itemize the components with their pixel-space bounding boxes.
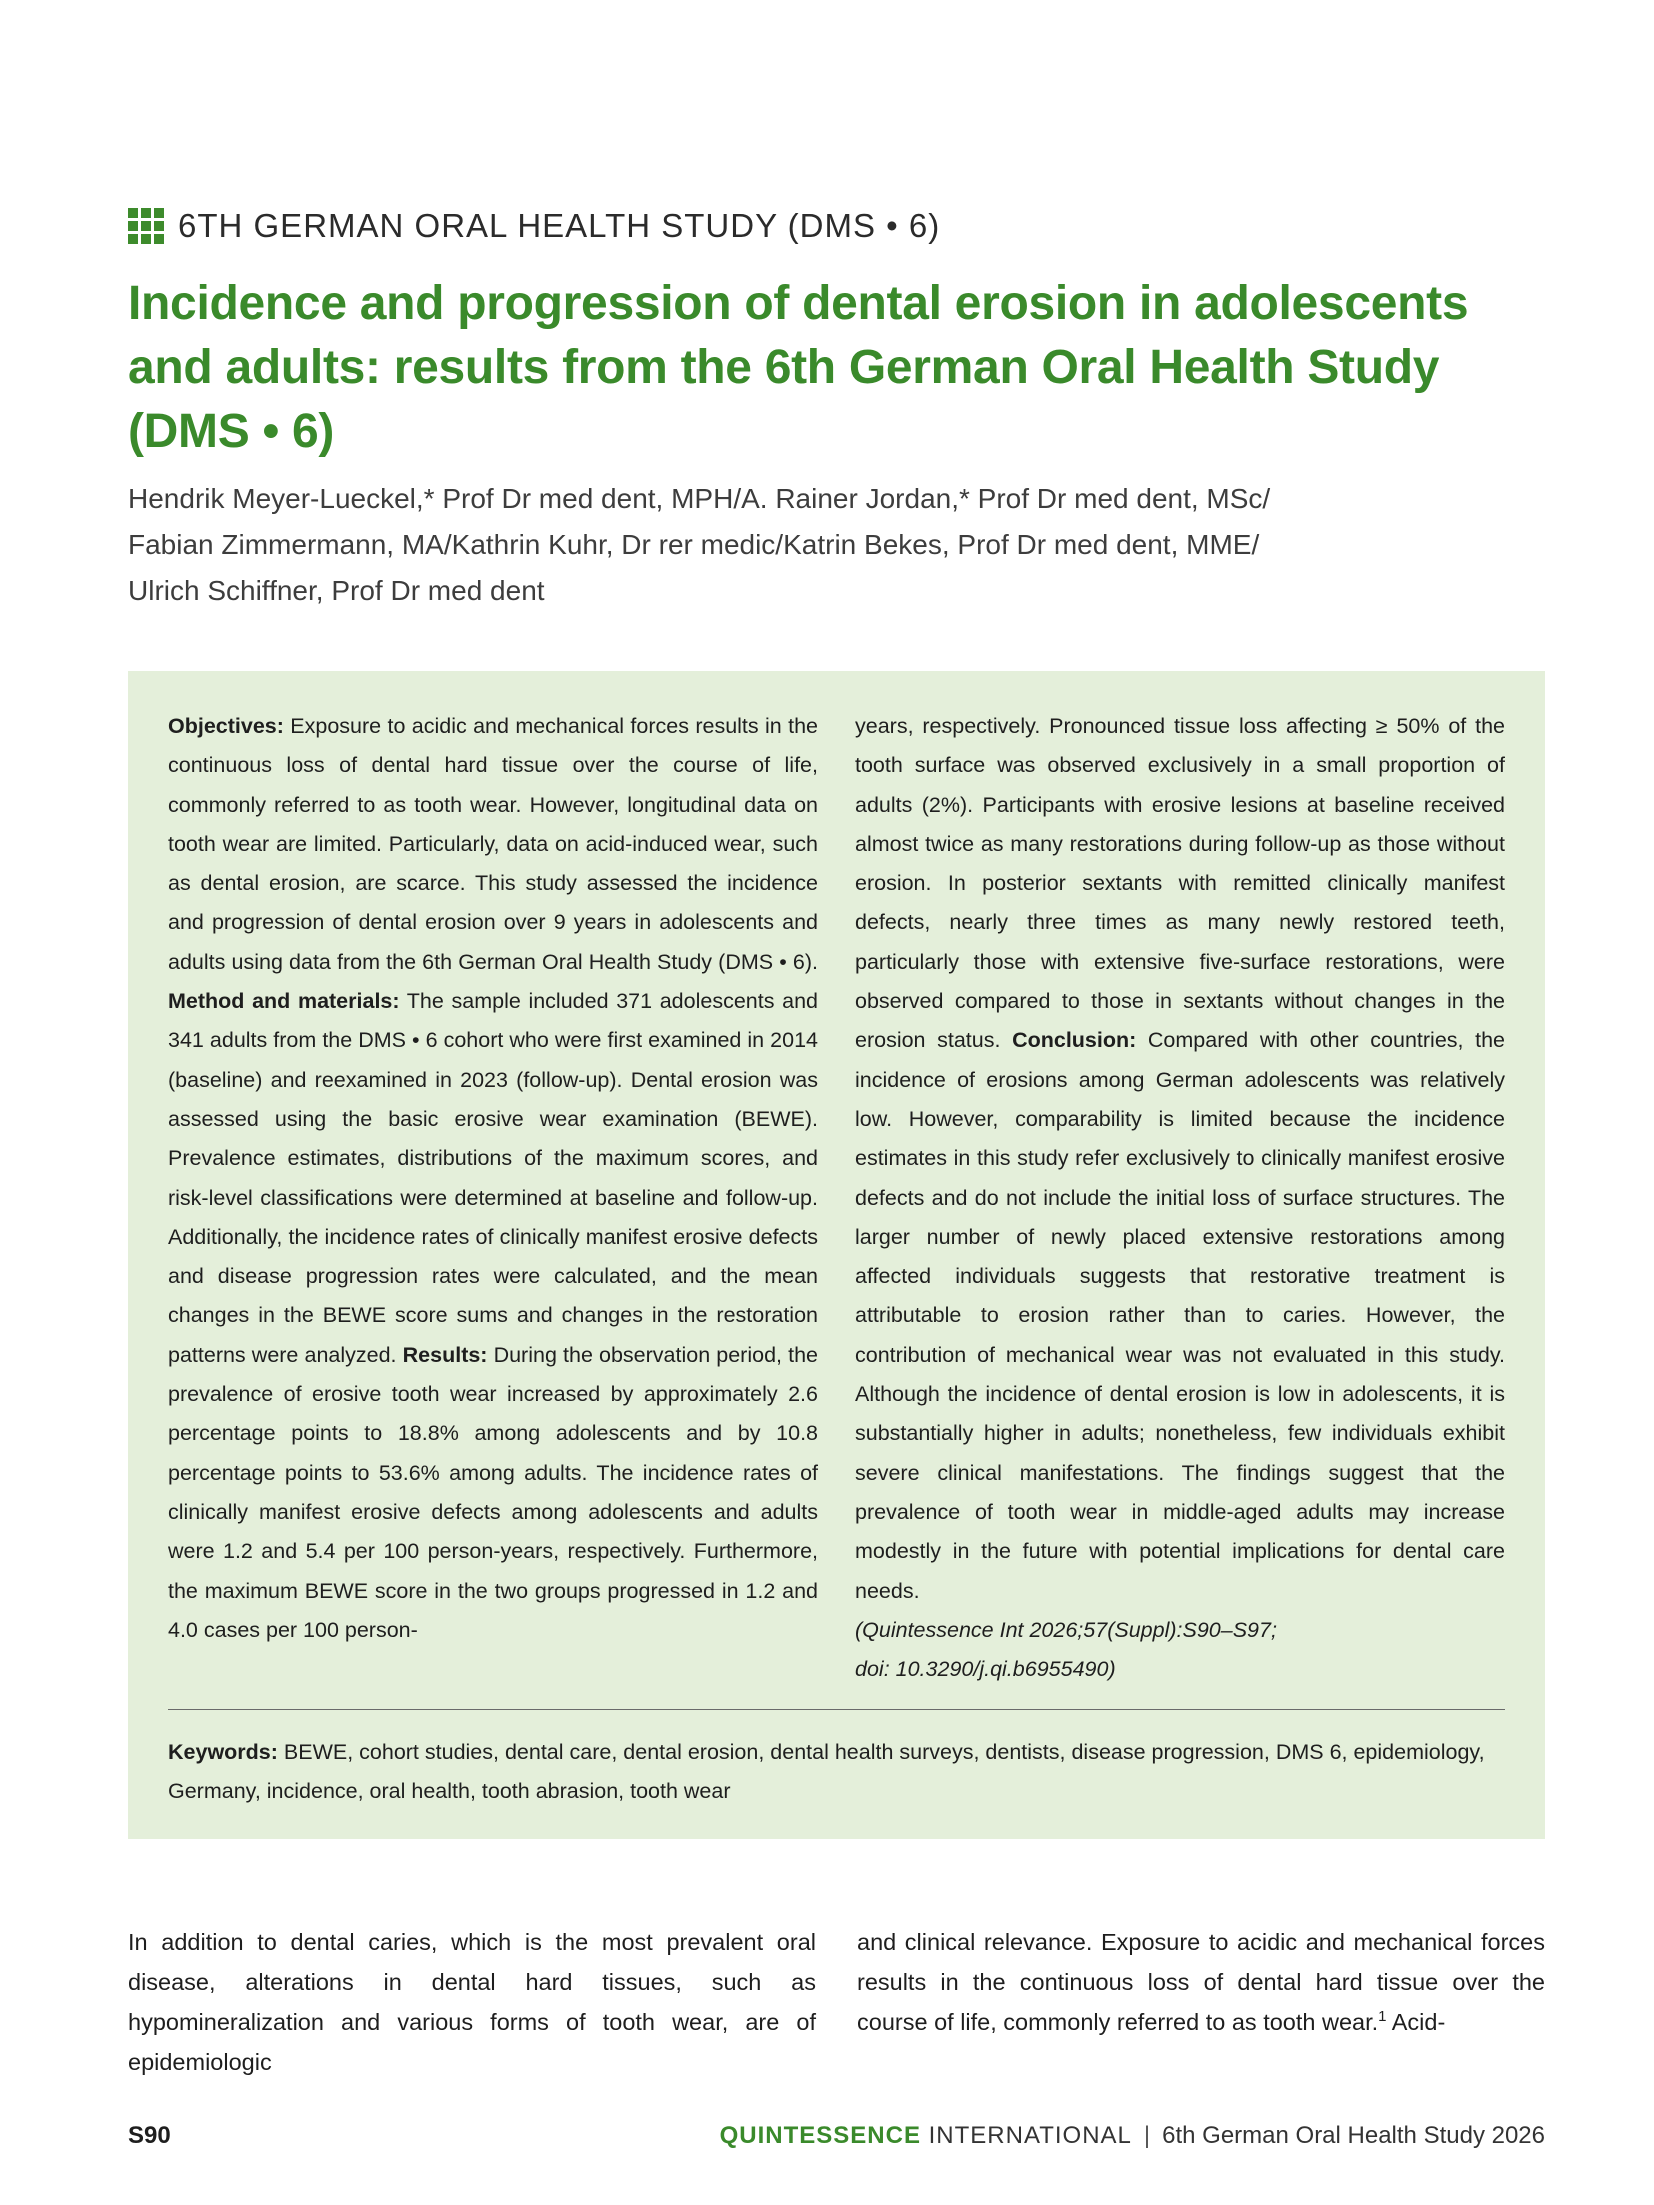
body-text-left: In addition to dental caries, which is the most prevalent oral disease, alterations in dental hard tissues, such as hypomineralization and various forms of tooth wear, are of epidemiologic (128, 1929, 816, 2075)
section-label-text: 6TH GERMAN ORAL HEALTH STUDY (DMS • 6) (178, 207, 941, 244)
body-text-right: and clinical relevance. Exposure to acidic and mechanical forces results in the continuous loss of dental hard tissue over the course of life, commonly referred to as tooth wear. (857, 1929, 1545, 2035)
method-text: The sample included 371 adolescents and 341 adults from the DMS • 6 cohort who were first examined in 2014 (baseline) and reexamined in 2023 (follow-up). Dental erosion was assessed using the basic erosive wear examination (BEWE). Prevalence estimates, distributions of the maximum scores, and risk-level classifications were determined at baseline and follow-up. Additionally, the incidence rates of clinically manifest erosive defects and disease progression rates were calculated, and the mean changes in the BEWE score sums and changes in the restoration patterns were analyzed. (168, 989, 818, 1367)
citation-line-2: doi: 10.3290/j.qi.b6955490) (855, 1657, 1116, 1682)
keywords-text: BEWE, cohort studies, dental care, dental erosion, dental health surveys, dentists, disease progression, DMS 6, epidemiology, Germany, incidence, oral health, tooth abrasion, tooth wear (168, 1740, 1485, 1803)
journal-brand: QUINTESSENCE (719, 2122, 921, 2149)
body-column-right (857, 1922, 1545, 2042)
citation-line-1: (Quintessence Int 2026;57(Suppl):S90–S97; (855, 1617, 1277, 1642)
abstract-column-left (168, 707, 818, 1650)
keywords (168, 1733, 1505, 1811)
reference-superscript[interactable]: 1 (1378, 2008, 1387, 2026)
page-number: S90 (128, 2122, 171, 2149)
abstract-divider (168, 1709, 1505, 1710)
results-text-left: During the observation period, the prevalence of erosive tooth wear increased by approximately 2.6 percentage points to 18.8% among adolescents and by 10.8 percentage points to 53.6% among adults. The incidence rates of clinically manifest erosive defects among adolescents and adults were 1.2 and 5.4 per 100 person-years, respectively. Furthermore, the maximum BEWE score in the two groups progressed in 1.2 and 4.0 cases per 100 person- (168, 1342, 818, 1642)
results-label: Results: (402, 1342, 488, 1367)
conclusion-label: Conclusion: (1012, 1028, 1137, 1053)
abstract-column-right (855, 707, 1505, 1689)
author-line-1: Hendrik Meyer-Lueckel,* Prof Dr med dent, MPH/A. Rainer Jordan,* Prof Dr med dent, MSc/ (128, 483, 1271, 514)
journal-footer (720, 2122, 1545, 2150)
journal-brand-suffix: INTERNATIONAL (920, 2122, 1132, 2149)
method-label: Method and materials: (168, 989, 400, 1014)
objectives-text: Exposure to acidic and mechanical forces results in the continuous loss of dental hard tissue over the course of life, commonly referred to as tooth wear. However, longitudinal data on tooth wear are limited. Particularly, data on acid-induced wear, such as dental erosion, are scarce. This study assessed the incidence and progression of dental erosion over 9 years in adolescents and adults using data from the 6th German Oral Health Study (DMS • 6). (168, 714, 818, 974)
results-text-right: years, respectively. Pronounced tissue loss affecting ≥ 50% of the tooth surface was observed exclusively in a small proportion of adults (2%). Participants with erosive lesions at baseline received almost twice as many restorations during follow-up as those without erosion. In posterior sextants with remitted clinically manifest defects, nearly three times as many newly restored teeth, particularly those with extensive five-surface restorations, were observed compared to those in sextants without changes in the erosion status. (855, 714, 1505, 1053)
footer-separator: | (1143, 2122, 1151, 2149)
article-title: Incidence and progression of dental erosion in adolescents and adults: results from the 6th German Oral Health Study (DMS • 6) (128, 277, 1469, 458)
conclusion-text: Compared with other countries, the incidence of erosions among German adolescents was relatively low. However, comparability is limited because the incidence estimates in this study refer exclusively to clinically manifest erosive defects and do not include the initial loss of surface structures. The larger number of newly placed extensive restorations among affected individuals suggests that restorative treatment is attributable to erosion rather than to caries. However, the contribution of mechanical wear was not evaluated in this study. Although the incidence of dental erosion is low in adolescents, it is substantially higher in adults; nonetheless, few individuals exhibit severe clinical manifestations. The findings suggest that the prevalence of tooth wear in middle-aged adults may increase modestly in the future with potential implications for dental care needs. (855, 1028, 1506, 1603)
keywords-label: Keywords: (168, 1740, 278, 1764)
objectives-label: Objectives: (168, 714, 284, 738)
page-footer (128, 2122, 1545, 2158)
grid-icon (128, 208, 164, 244)
author-list (128, 476, 1548, 614)
body-text-right-tail: Acid- (1386, 2009, 1446, 2035)
section-label (128, 204, 940, 248)
body-column-left (128, 1922, 816, 2082)
journal-issue: 6th German Oral Health Study 2026 (1162, 2122, 1545, 2149)
author-line-3: Ulrich Schiffner, Prof Dr med dent (128, 575, 545, 606)
abstract-box (128, 671, 1545, 1839)
author-line-2: Fabian Zimmermann, MA/Kathrin Kuhr, Dr rer medic/Katrin Bekes, Prof Dr med dent, MME/ (128, 529, 1260, 560)
